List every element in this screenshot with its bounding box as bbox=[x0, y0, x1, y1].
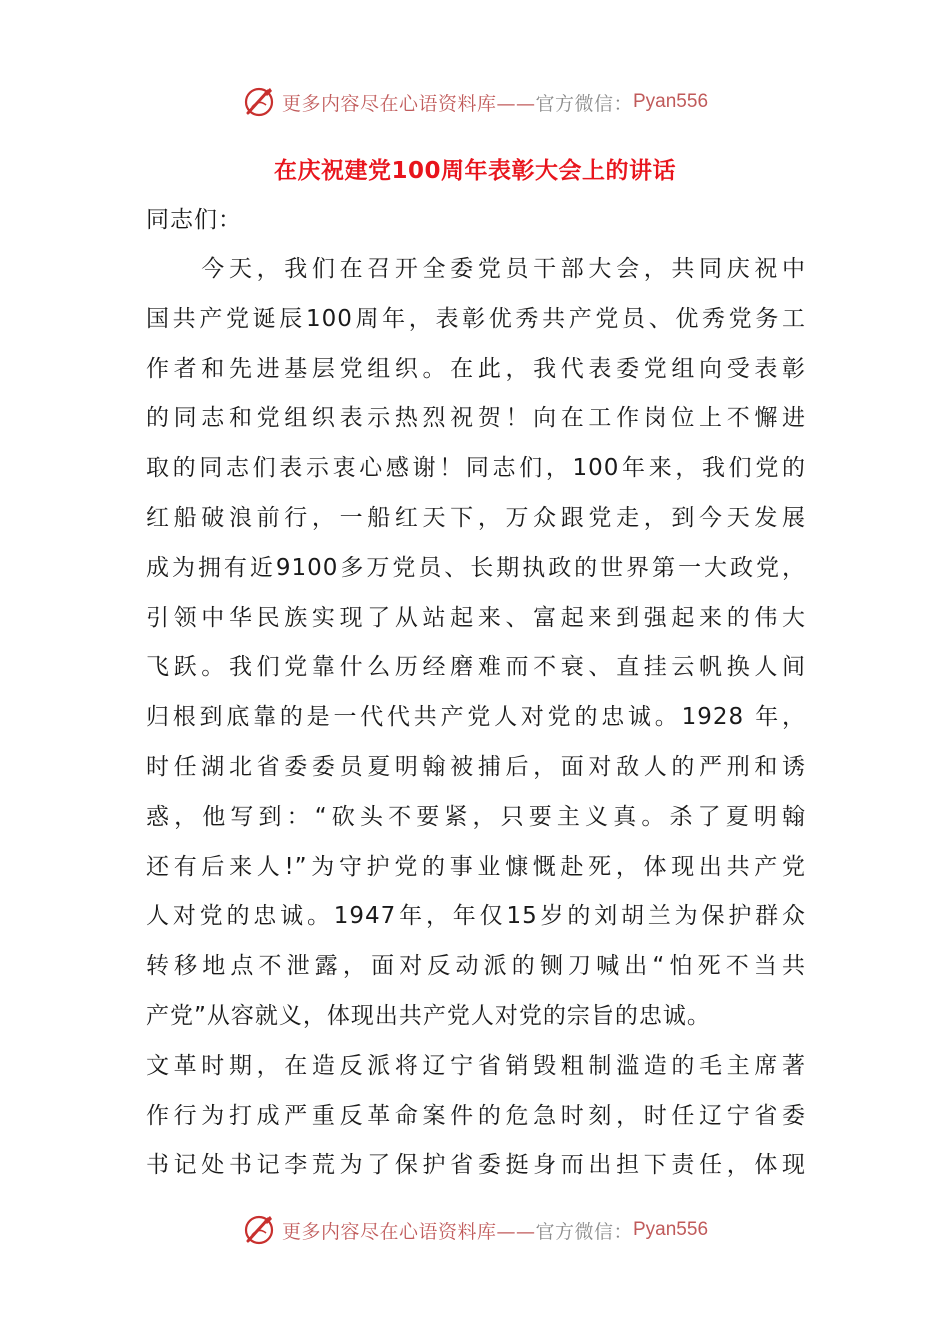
text-line: 惑，他写到：“砍头不要紧，只要主义真。杀了夏明翰 bbox=[146, 803, 806, 830]
text-line: 产党”从容就义，体现出共产党人对党的宗旨的忠诚。 bbox=[146, 1002, 711, 1029]
text-line: 成为拥有近9100多万党员、长期执政的世界第一大政党， bbox=[146, 554, 806, 581]
watermark-banner-content bbox=[242, 1213, 708, 1247]
watermark-text: 更多内容尽在心语资料库—— bbox=[281, 92, 536, 115]
text-line: 红船破浪前行，一船红天下，万众跟党走，到今天发展 bbox=[146, 504, 806, 531]
text-line: 作行为打成严重反革命案件的危急时刻，时任辽宁省委 bbox=[146, 1102, 806, 1129]
watermark-wechat-label: 官方微信： bbox=[535, 1220, 633, 1243]
text-line: 人对党的忠诚。1947年，年仅15岁的刘胡兰为保护群众 bbox=[146, 903, 806, 930]
text-line: 归根到底靠的是一代代共产党人对党的忠诚。1928 年， bbox=[146, 704, 806, 731]
body-paragraph bbox=[146, 245, 806, 1191]
pen-logo-icon bbox=[242, 1213, 276, 1247]
watermark-banner-bottom bbox=[0, 1210, 950, 1250]
text-line: 今天，我们在召开全委党员干部大会，共同庆祝中 bbox=[146, 256, 806, 282]
text-line: 国共产党诞辰100周年，表彰优秀共产党员、优秀党务工 bbox=[146, 305, 806, 332]
watermark-wechat-label: 官方微信： bbox=[535, 92, 633, 115]
text-line: 的同志和党组织表示热烈祝贺！向在工作岗位上不懈进 bbox=[146, 405, 806, 432]
watermark-wechat-id: Pyan556 bbox=[633, 91, 709, 112]
text-line: 还有后来人!”为守护党的事业慷慨赴死，体现出共产党 bbox=[146, 853, 806, 880]
watermark-banner-top bbox=[0, 82, 950, 122]
salutation: 同志们： bbox=[146, 207, 242, 233]
document-title: 在庆祝建党100周年表彰大会上的讲话 bbox=[273, 158, 676, 184]
text-line: 文革时期，在造反派将辽宁省销毁粗制滥造的毛主席著 bbox=[146, 1052, 806, 1079]
text-line: 作者和先进基层党组织。在此，我代表委党组向受表彰 bbox=[146, 355, 806, 382]
watermark-banner-content bbox=[242, 85, 708, 119]
text-line: 取的同志们表示衷心感谢！同志们，100年来，我们党的 bbox=[146, 455, 806, 482]
text-line: 引领中华民族实现了从站起来、富起来到强起来的伟大 bbox=[146, 604, 806, 631]
watermark-wechat-id: Pyan556 bbox=[633, 1219, 709, 1240]
text-line: 转移地点不泄露，面对反动派的铡刀喊出“怕死不当共 bbox=[146, 953, 806, 980]
text-line: 时任湖北省委委员夏明翰被捕后，面对敌人的严刑和诱 bbox=[146, 753, 806, 780]
text-line: 飞跃。我们党靠什么历经磨难而不衰、直挂云帆换人间 bbox=[146, 654, 806, 681]
text-line: 书记处书记李荒为了保护省委挺身而出担下责任，体现 bbox=[146, 1152, 806, 1179]
pen-logo-icon bbox=[242, 85, 276, 119]
watermark-text: 更多内容尽在心语资料库—— bbox=[281, 1220, 536, 1243]
